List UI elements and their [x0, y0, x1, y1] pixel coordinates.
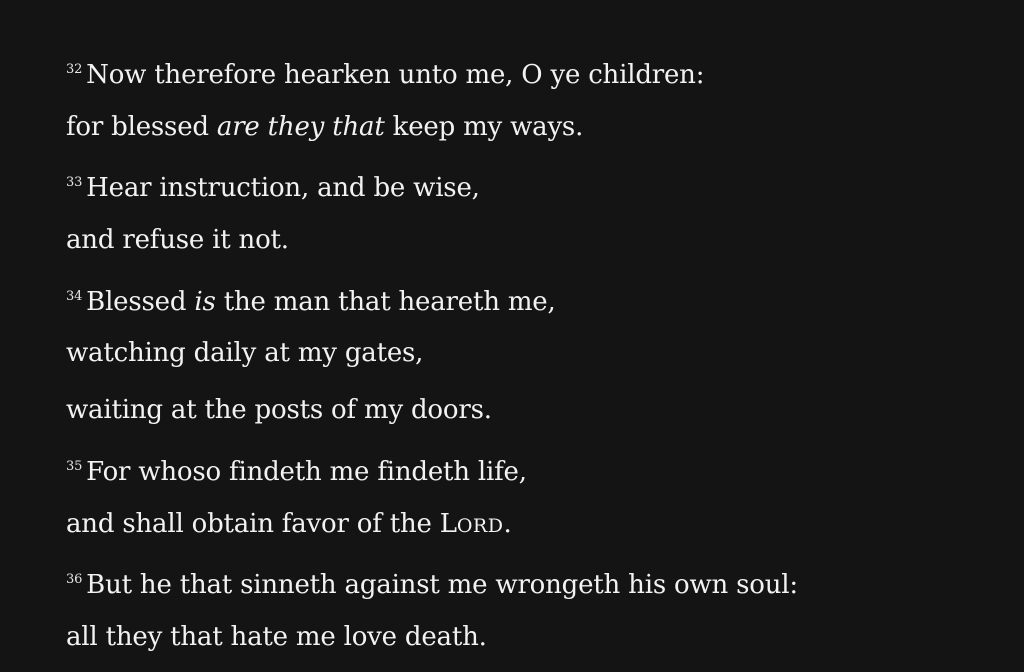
verse-number: 35 — [66, 458, 83, 474]
verse-text: Hear instruction, and be wise, — [86, 173, 480, 204]
verse-number: 33 — [66, 175, 83, 191]
verse-text: But he that sinneth against me wrongeth his own soul: — [86, 570, 798, 601]
verse-34-line-1[interactable] — [66, 275, 1004, 332]
verse-text: and shall obtain favor of the — [66, 508, 440, 539]
verse-text: the man that heareth me, — [215, 286, 556, 317]
verse-36-line-2[interactable] — [66, 615, 1004, 672]
verse-text: waiting at the posts of my doors. — [66, 395, 492, 426]
verse-text: all they that hate me love death. — [66, 621, 487, 652]
scripture-reader — [66, 48, 1004, 672]
verse-35-line-1[interactable] — [66, 445, 1004, 502]
verse-number: 34 — [66, 288, 83, 304]
verse-35-line-2[interactable] — [66, 502, 1004, 559]
verse-33-line-1[interactable] — [66, 161, 1004, 218]
verse-text: and refuse it not. — [66, 225, 289, 256]
verse-32-line-2[interactable] — [66, 105, 1004, 162]
verse-33-line-2[interactable] — [66, 218, 1004, 275]
italic-text: are they that — [216, 111, 385, 142]
verse-text: For whoso findeth me findeth life, — [86, 456, 527, 487]
verse-number: 36 — [66, 572, 83, 588]
lord-small-caps-initial: L — [439, 508, 457, 539]
verse-text: watching daily at my gates, — [66, 338, 424, 369]
verse-text: for blessed — [66, 111, 217, 142]
verse-text: Now therefore hearken unto me, O ye children: — [86, 60, 705, 90]
verse-text: Blessed — [86, 286, 195, 317]
lord-small-caps-rest: ORD — [456, 514, 504, 537]
verse-text: keep my ways. — [384, 111, 584, 142]
verse-34-line-2[interactable] — [66, 331, 1004, 388]
verse-number: 32 — [66, 62, 83, 77]
verse-text: . — [503, 508, 512, 539]
verse-34-line-3[interactable] — [66, 388, 1004, 445]
verse-32-line-1[interactable] — [66, 48, 1004, 105]
verse-36-line-1[interactable] — [66, 558, 1004, 615]
italic-text: is — [194, 286, 216, 317]
